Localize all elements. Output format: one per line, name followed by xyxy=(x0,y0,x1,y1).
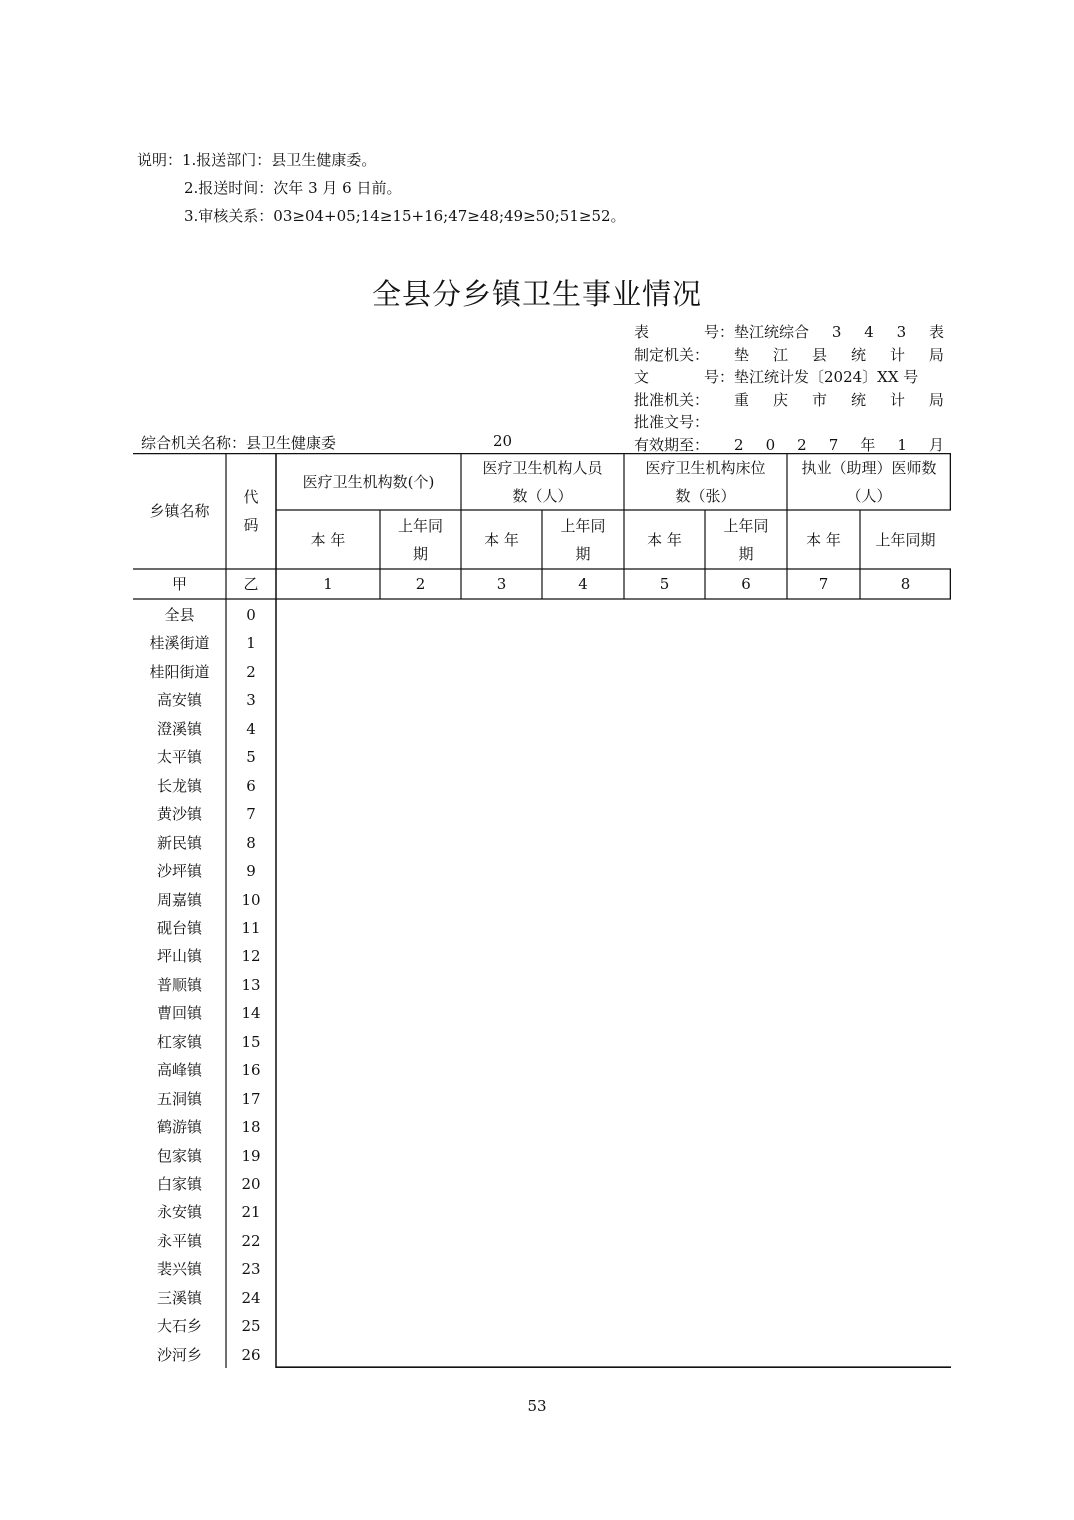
meta-row xyxy=(634,389,944,412)
row-code: 26 xyxy=(241,1345,261,1364)
row-town-name: 永安镇 xyxy=(156,1203,202,1222)
row-code: 17 xyxy=(241,1089,261,1108)
header-subcolumn: 本 年 xyxy=(310,530,346,549)
row-code: 19 xyxy=(241,1146,261,1165)
row-town-name: 太平镇 xyxy=(156,748,202,767)
meta-key-part: 号： xyxy=(703,368,734,386)
row-town-name: 桂阳街道 xyxy=(149,662,210,681)
header-group: 医疗卫生机构人员 数（人） xyxy=(482,458,603,505)
meta-value xyxy=(734,389,944,412)
meta-value-part: 垫江统综合 xyxy=(734,323,810,341)
meta-value-part: 计 xyxy=(889,345,905,364)
row-town-name: 澄溪镇 xyxy=(156,719,202,738)
meta-row xyxy=(634,321,944,344)
row-code: 23 xyxy=(241,1260,261,1279)
meta-value-part: 统 xyxy=(850,390,866,409)
column-index: 2 xyxy=(415,575,426,593)
note-line-3: 3.审核关系：03≥04+05;14≥15+16;47≥48;49≥50;51≥52。 xyxy=(184,207,626,225)
row-code: 22 xyxy=(241,1231,261,1250)
row-code: 24 xyxy=(241,1288,261,1307)
header-group: 执业（助理）医师数 （人） xyxy=(801,458,937,505)
meta-key xyxy=(634,366,734,389)
column-index: 4 xyxy=(578,575,588,593)
row-town-name: 周嘉镇 xyxy=(156,890,202,909)
row-town-name: 高峰镇 xyxy=(156,1061,202,1080)
meta-value-part: 7 xyxy=(828,435,839,454)
meta-key xyxy=(634,344,734,367)
row-town-name: 大石乡 xyxy=(156,1317,202,1336)
statistics-table xyxy=(133,453,951,1368)
year-label: 20 xyxy=(493,432,513,450)
row-code: 5 xyxy=(246,748,256,767)
header-subcolumn: 上年同 期 xyxy=(397,516,443,563)
row-town-name: 三溪镇 xyxy=(156,1288,202,1307)
meta-value-part: 江 xyxy=(772,345,788,364)
meta-value-part: 市 xyxy=(811,390,827,409)
row-code: 6 xyxy=(246,776,256,795)
meta-value-part: 2 xyxy=(734,435,744,454)
meta-value-part: 表 xyxy=(928,323,944,341)
column-index: 5 xyxy=(659,575,670,593)
header-group: 医疗卫生机构床位 数（张） xyxy=(645,458,766,505)
row-code: 7 xyxy=(246,805,256,824)
meta-key-part: 有效期至： xyxy=(634,435,710,454)
meta-value-part: 县 xyxy=(811,345,827,364)
meta-key-part: 批准机关： xyxy=(634,390,710,409)
page-number: 53 xyxy=(527,1397,547,1415)
header-subcolumn: 上年同期 xyxy=(875,530,936,549)
row-code: 1 xyxy=(246,634,256,653)
header-subcolumn: 本 年 xyxy=(806,530,841,549)
form-metadata xyxy=(634,321,944,456)
meta-value xyxy=(734,321,944,344)
row-town-name: 普顺镇 xyxy=(156,975,202,994)
meta-value-part: 月 xyxy=(928,435,944,454)
note-line-2: 2.报送时间：次年 3 月 6 日前。 xyxy=(184,179,402,197)
meta-value-part: 局 xyxy=(928,390,944,409)
column-index: 甲 xyxy=(171,575,187,593)
row-code: 21 xyxy=(241,1203,261,1222)
meta-value-part: 垫 xyxy=(734,345,750,364)
header-subcolumn: 上年同 期 xyxy=(723,516,769,563)
row-town-name: 鹤游镇 xyxy=(156,1118,202,1137)
header-group: 医疗卫生机构数(个) xyxy=(302,472,435,491)
meta-value-part: 3 xyxy=(831,323,842,341)
row-town-name: 全县 xyxy=(164,606,195,624)
header-subcolumn: 本 年 xyxy=(484,530,519,549)
header-subcolumn: 上年同 期 xyxy=(560,516,606,563)
report-notes xyxy=(137,146,626,230)
row-code: 4 xyxy=(246,719,256,738)
row-code: 8 xyxy=(246,833,256,852)
row-code: 2 xyxy=(246,662,256,681)
meta-key-part: 号： xyxy=(703,323,734,341)
row-code: 18 xyxy=(241,1118,261,1137)
row-town-name: 沙坪镇 xyxy=(156,862,202,881)
meta-value xyxy=(734,344,944,367)
column-index: 1 xyxy=(323,575,333,593)
meta-value-part: 3 xyxy=(896,323,907,341)
row-town-name: 坪山镇 xyxy=(156,947,202,966)
header-town-name: 乡镇名称 xyxy=(149,502,210,520)
meta-value-part: 局 xyxy=(928,345,944,364)
meta-row xyxy=(634,344,944,367)
row-code: 14 xyxy=(241,1004,261,1023)
row-town-name: 五洞镇 xyxy=(156,1089,202,1108)
meta-value-part: 年 xyxy=(860,435,876,454)
row-town-name: 白家镇 xyxy=(156,1175,202,1193)
meta-value-part: 重 xyxy=(734,390,750,409)
row-code: 25 xyxy=(241,1317,261,1336)
column-index: 8 xyxy=(900,575,911,593)
row-town-name: 砚台镇 xyxy=(156,918,202,937)
meta-key-part: 文 xyxy=(634,368,650,386)
meta-key xyxy=(634,321,734,344)
column-index: 3 xyxy=(496,575,507,593)
row-town-name: 裴兴镇 xyxy=(156,1260,202,1279)
row-town-name: 桂溪街道 xyxy=(149,634,210,653)
row-town-name: 黄沙镇 xyxy=(156,805,202,824)
meta-value-part: 垫江统计发〔2024〕XX 号 xyxy=(734,368,919,386)
row-code: 10 xyxy=(241,890,261,909)
meta-value xyxy=(734,366,944,389)
meta-value-part: 统 xyxy=(850,345,866,364)
row-town-name: 杠家镇 xyxy=(156,1032,202,1051)
row-town-name: 沙河乡 xyxy=(156,1345,202,1364)
meta-value xyxy=(734,411,944,434)
header-code: 代 码 xyxy=(243,488,259,534)
page-title: 全县分乡镇卫生事业情况 xyxy=(371,277,702,311)
meta-row xyxy=(634,411,944,434)
meta-value-part: 计 xyxy=(889,390,905,409)
meta-value-part: 4 xyxy=(864,323,874,341)
row-code: 15 xyxy=(241,1032,261,1051)
meta-key-part: 批准文号： xyxy=(634,413,710,431)
row-code: 20 xyxy=(241,1175,261,1193)
row-code: 3 xyxy=(246,691,256,710)
row-code: 13 xyxy=(241,975,261,994)
row-town-name: 新民镇 xyxy=(156,833,202,852)
meta-key-part: 制定机关： xyxy=(634,345,710,364)
row-code: 16 xyxy=(241,1061,261,1080)
row-town-name: 长龙镇 xyxy=(156,776,202,795)
column-index: 7 xyxy=(818,575,829,593)
row-town-name: 曹回镇 xyxy=(156,1004,202,1023)
column-index: 乙 xyxy=(243,575,259,593)
meta-key xyxy=(634,389,734,412)
header-subcolumn: 本 年 xyxy=(647,530,682,549)
meta-value-part: 1 xyxy=(897,435,907,454)
row-town-name: 包家镇 xyxy=(156,1146,202,1165)
note-line-1: 说明：1.报送部门：县卫生健康委。 xyxy=(137,151,377,169)
column-index: 6 xyxy=(741,575,751,593)
organization-label: 综合机关名称：县卫生健康委 xyxy=(141,434,337,452)
row-town-name: 永平镇 xyxy=(156,1231,202,1250)
meta-value-part: 0 xyxy=(765,435,776,454)
row-town-name: 高安镇 xyxy=(156,691,202,710)
meta-key xyxy=(634,411,734,434)
row-code: 12 xyxy=(241,947,261,966)
row-code: 9 xyxy=(246,862,256,881)
meta-key-part: 表 xyxy=(634,323,650,341)
row-code: 11 xyxy=(241,918,261,937)
meta-row xyxy=(634,366,944,389)
meta-value-part: 2 xyxy=(797,435,807,454)
row-code: 0 xyxy=(246,606,256,624)
meta-value-part: 庆 xyxy=(772,390,788,409)
